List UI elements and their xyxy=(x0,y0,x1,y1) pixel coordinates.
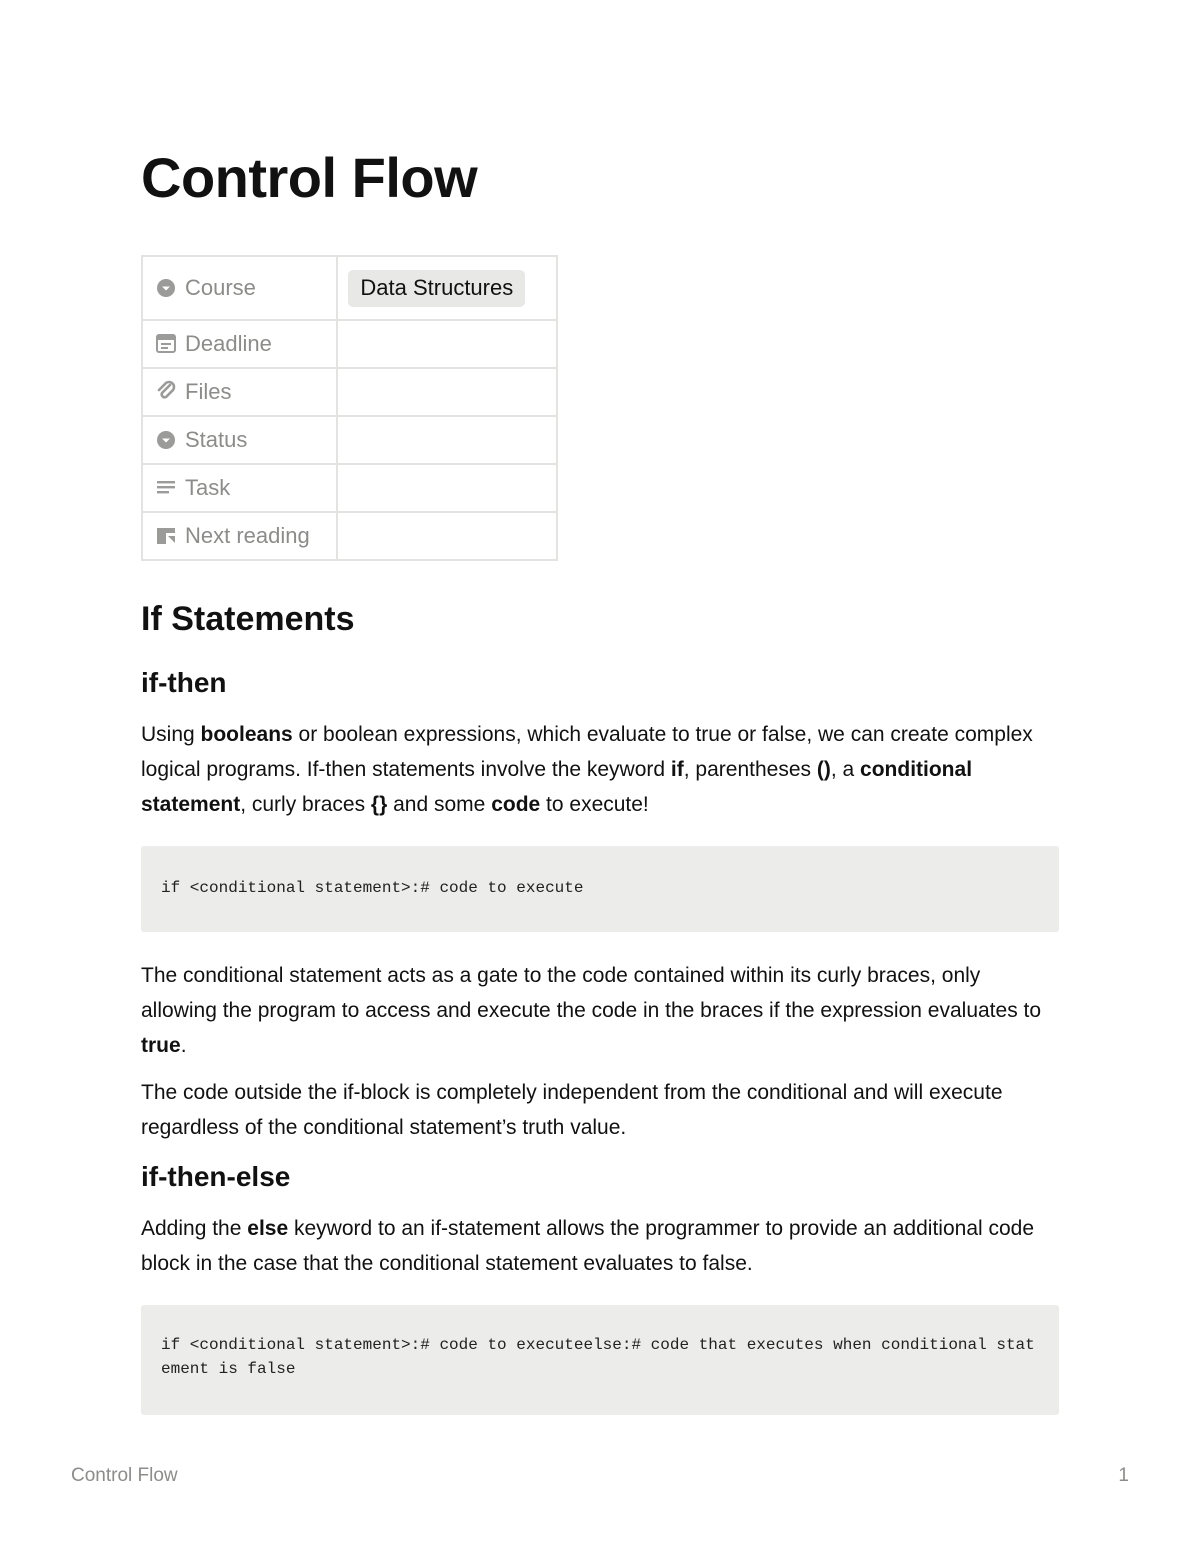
page-content xyxy=(141,595,1059,1441)
bold-text: () xyxy=(816,758,831,781)
bold-text: conditional statement xyxy=(141,758,973,816)
property-label-files: Files xyxy=(185,379,232,405)
properties-table xyxy=(141,255,558,561)
property-value-empty[interactable] xyxy=(337,416,557,464)
course-tag[interactable]: Data Structures xyxy=(348,270,525,307)
relation-icon xyxy=(155,524,177,546)
paragraph-else-intro: Adding the else keyword to an if-statement allows the programmer to provide an additional code block in the case that the conditional statement evaluates to false. xyxy=(141,1217,1035,1275)
property-key xyxy=(142,368,337,416)
paperclip-icon xyxy=(155,380,177,402)
code-block-if-then-else[interactable]: if <conditional statement>:# code to executeelse:# code that executes when conditional statement is false xyxy=(141,1305,1059,1415)
property-row-status[interactable] xyxy=(142,416,557,464)
code-block-if-then[interactable]: if <conditional statement>:# code to execute xyxy=(141,846,1059,932)
section-heading-if-statements: If Statements xyxy=(141,600,355,638)
property-value-empty[interactable] xyxy=(337,320,557,368)
bold-text: code xyxy=(491,793,541,816)
property-row-next-reading[interactable] xyxy=(142,512,557,560)
property-label-status: Status xyxy=(185,427,248,453)
property-key xyxy=(142,464,337,512)
bold-text: if xyxy=(670,758,684,781)
property-label-next-reading: Next reading xyxy=(185,523,310,549)
property-value-empty[interactable] xyxy=(337,368,557,416)
property-row-task[interactable] xyxy=(142,464,557,512)
paragraph-outside-block: The code outside the if-block is completely independent from the conditional and will execute regardless of the conditional statement’s truth value. xyxy=(141,1081,1003,1139)
property-key xyxy=(142,256,337,320)
subheading-if-then: if-then xyxy=(141,667,227,698)
property-key xyxy=(142,416,337,464)
page-title: Control Flow xyxy=(141,146,478,209)
paragraph-gate: The conditional statement acts as a gate to the code contained within its curly braces, only allowing the program to access and execute the code in the braces if the expression evaluates to true. xyxy=(141,964,1042,1057)
property-key xyxy=(142,512,337,560)
select-icon xyxy=(155,276,177,298)
bold-text: true xyxy=(141,1034,181,1057)
text-lines-icon xyxy=(155,476,177,498)
property-label-task: Task xyxy=(185,475,231,501)
bold-text: else xyxy=(247,1217,289,1240)
property-label-deadline: Deadline xyxy=(185,331,272,357)
property-value-empty[interactable] xyxy=(337,464,557,512)
footer-title: Control Flow xyxy=(71,1465,178,1486)
property-key xyxy=(142,320,337,368)
page-number: 1 xyxy=(1118,1465,1129,1486)
paragraph-if-then-intro: Using booleans or boolean expressions, which evaluate to true or false, we can create complex logical programs. If-then statements involve the keyword if, parentheses (), a conditional statement, curly braces {} and some code to execute! xyxy=(141,723,1033,816)
bold-text: booleans xyxy=(200,723,293,746)
subheading-if-then-else: if-then-else xyxy=(141,1161,291,1192)
property-row-files[interactable] xyxy=(142,368,557,416)
property-value-empty[interactable] xyxy=(337,512,557,560)
select-icon xyxy=(155,428,177,450)
property-row-deadline[interactable] xyxy=(142,320,557,368)
property-value[interactable] xyxy=(337,256,557,320)
calendar-icon xyxy=(155,332,177,354)
property-label-course: Course xyxy=(185,275,256,301)
bold-text: {} xyxy=(370,793,388,816)
property-row-course[interactable] xyxy=(142,256,557,320)
